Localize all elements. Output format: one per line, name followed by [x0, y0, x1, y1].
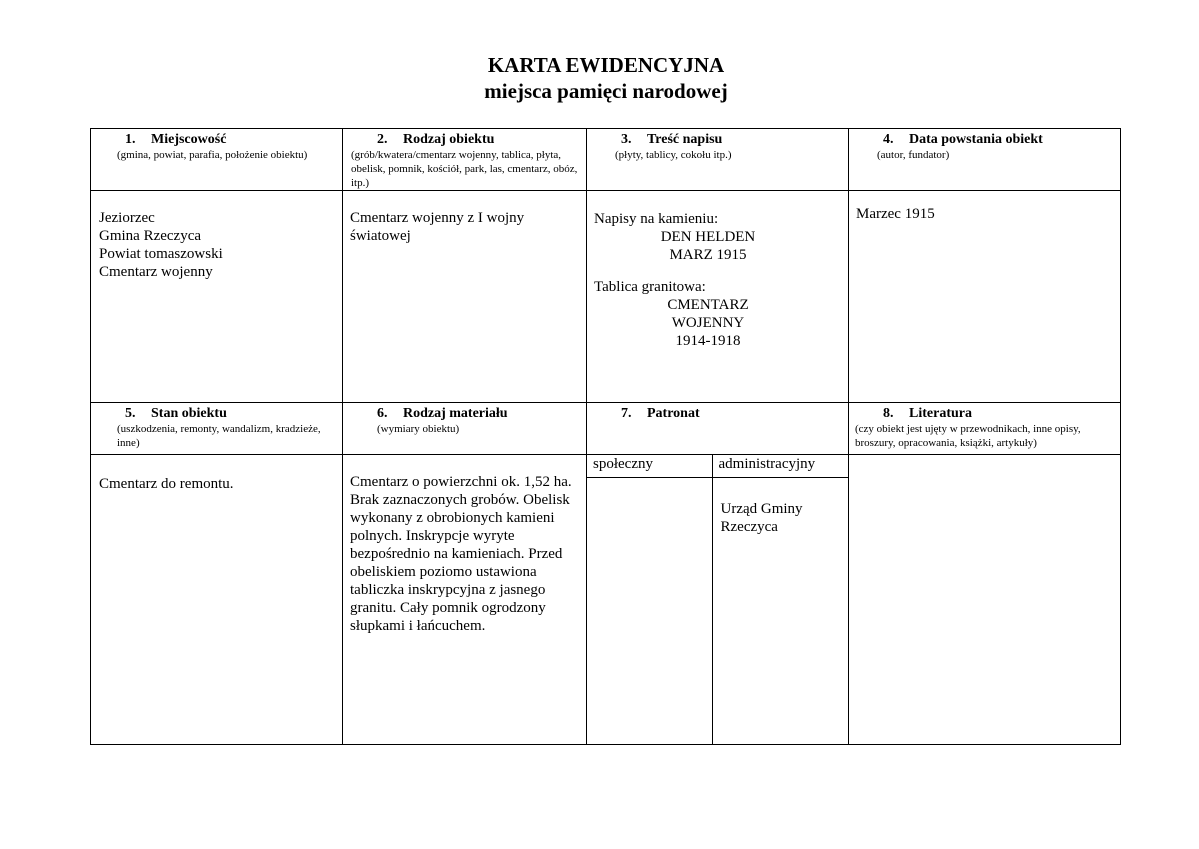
title-line-2: miejsca pamięci narodowej: [484, 79, 728, 103]
body-row-top: [91, 191, 1121, 403]
header-condition: [91, 403, 343, 455]
inscription-line: WOJENNY: [671, 315, 745, 331]
header-label: Miejscowość: [151, 132, 227, 147]
header-literature: [849, 403, 1121, 455]
header-inscription: [587, 129, 849, 191]
material-cell: [343, 455, 587, 745]
title-line-1: KARTA EWIDENCYJNA: [487, 53, 725, 77]
header-label: Patronat: [647, 406, 700, 421]
location-line: Cmentarz wojenny: [99, 264, 213, 280]
header-row-top: [91, 129, 1121, 191]
header-label: Rodzaj materiału: [403, 406, 508, 421]
location-cell: [91, 191, 343, 403]
literature-cell: [849, 455, 1121, 745]
header-label: Treść napisu: [647, 132, 723, 147]
header-object-type: [343, 129, 587, 191]
document-title: [0, 52, 1199, 104]
stone-inscription-label: Napisy na kamieniu:: [594, 211, 719, 227]
header-label: Literatura: [909, 406, 972, 421]
header-hint: (uszkodzenia, remonty, wandalizm, kradzieże, inne): [117, 423, 321, 449]
object-type-cell: [343, 191, 587, 403]
header-number: 7.: [621, 406, 632, 421]
header-hint: (autor, fundator): [877, 149, 950, 161]
header-number: 5.: [125, 406, 136, 421]
date-cell: [849, 191, 1121, 403]
body-row-bottom: [91, 455, 1121, 745]
condition-value: Cmentarz do remontu.: [99, 476, 234, 492]
patronage-subtable: [587, 455, 849, 744]
header-patronage: [587, 403, 849, 455]
header-row-bottom: [91, 403, 1121, 455]
location-line: Gmina Rzeczyca: [99, 228, 202, 244]
header-hint: (czy obiekt jest ujęty w przewodnikach, inne opisy, broszury, opracowania, książki, artykuły): [855, 423, 1081, 449]
inscription-line: CMENTARZ: [667, 297, 749, 313]
patronage-cell: [587, 455, 849, 745]
header-hint: (grób/kwatera/cmentarz wojenny, tablica, płyta, obelisk, pomnik, kościół, park, las, cmentarz, obóz, itp.): [351, 149, 578, 189]
header-hint: (gmina, powiat, parafia, położenie obiektu): [117, 149, 308, 161]
patronage-admin-value: Urząd Gminy Rzeczyca: [720, 501, 803, 535]
header-location: [91, 129, 343, 191]
header-material: [343, 403, 587, 455]
plaque-inscription-label: Tablica granitowa:: [594, 279, 706, 295]
patronage-social-label: społeczny: [587, 455, 712, 478]
location-line: Jeziorzec: [99, 210, 155, 226]
inscription-line: DEN HELDEN: [660, 229, 756, 245]
header-label: Stan obiektu: [151, 406, 227, 421]
header-number: 8.: [883, 406, 894, 421]
header-label: Data powstania obiekt: [909, 132, 1043, 147]
header-number: 6.: [377, 406, 388, 421]
header-date: [849, 129, 1121, 191]
header-number: 2.: [377, 132, 388, 147]
header-number: 3.: [621, 132, 632, 147]
object-type-value: Cmentarz wojenny z I wojny światowej: [350, 210, 525, 244]
header-hint: (płyty, tablicy, cokołu itp.): [615, 149, 732, 161]
header-label: Rodzaj obiektu: [403, 132, 495, 147]
record-card-table: [90, 128, 1121, 745]
header-number: 4.: [883, 132, 894, 147]
condition-cell: [91, 455, 343, 745]
material-value: Cmentarz o powierzchni ok. 1,52 ha. Brak zaznaczonych grobów. Obelisk wykonany z obrobionych kamieni polnych. Inskrypcje wyryte bezpośrednio na kamieniach. Przed obeliskiem poziomo ustawiona tabliczka inskrypcyjna z jasnego granitu. Cały pomnik ogrodzony słupkami i łańcuchem.: [350, 474, 572, 634]
header-hint: (wymiary obiektu): [377, 423, 460, 435]
date-value: Marzec 1915: [856, 206, 935, 222]
inscription-line: MARZ 1915: [669, 247, 747, 263]
location-line: Powiat tomaszowski: [99, 246, 223, 262]
inscription-cell: [587, 191, 849, 403]
inscription-line: 1914-1918: [675, 333, 741, 349]
patronage-admin-label: administracyjny: [712, 455, 849, 478]
patronage-social-value: [587, 478, 712, 745]
header-number: 1.: [125, 132, 136, 147]
